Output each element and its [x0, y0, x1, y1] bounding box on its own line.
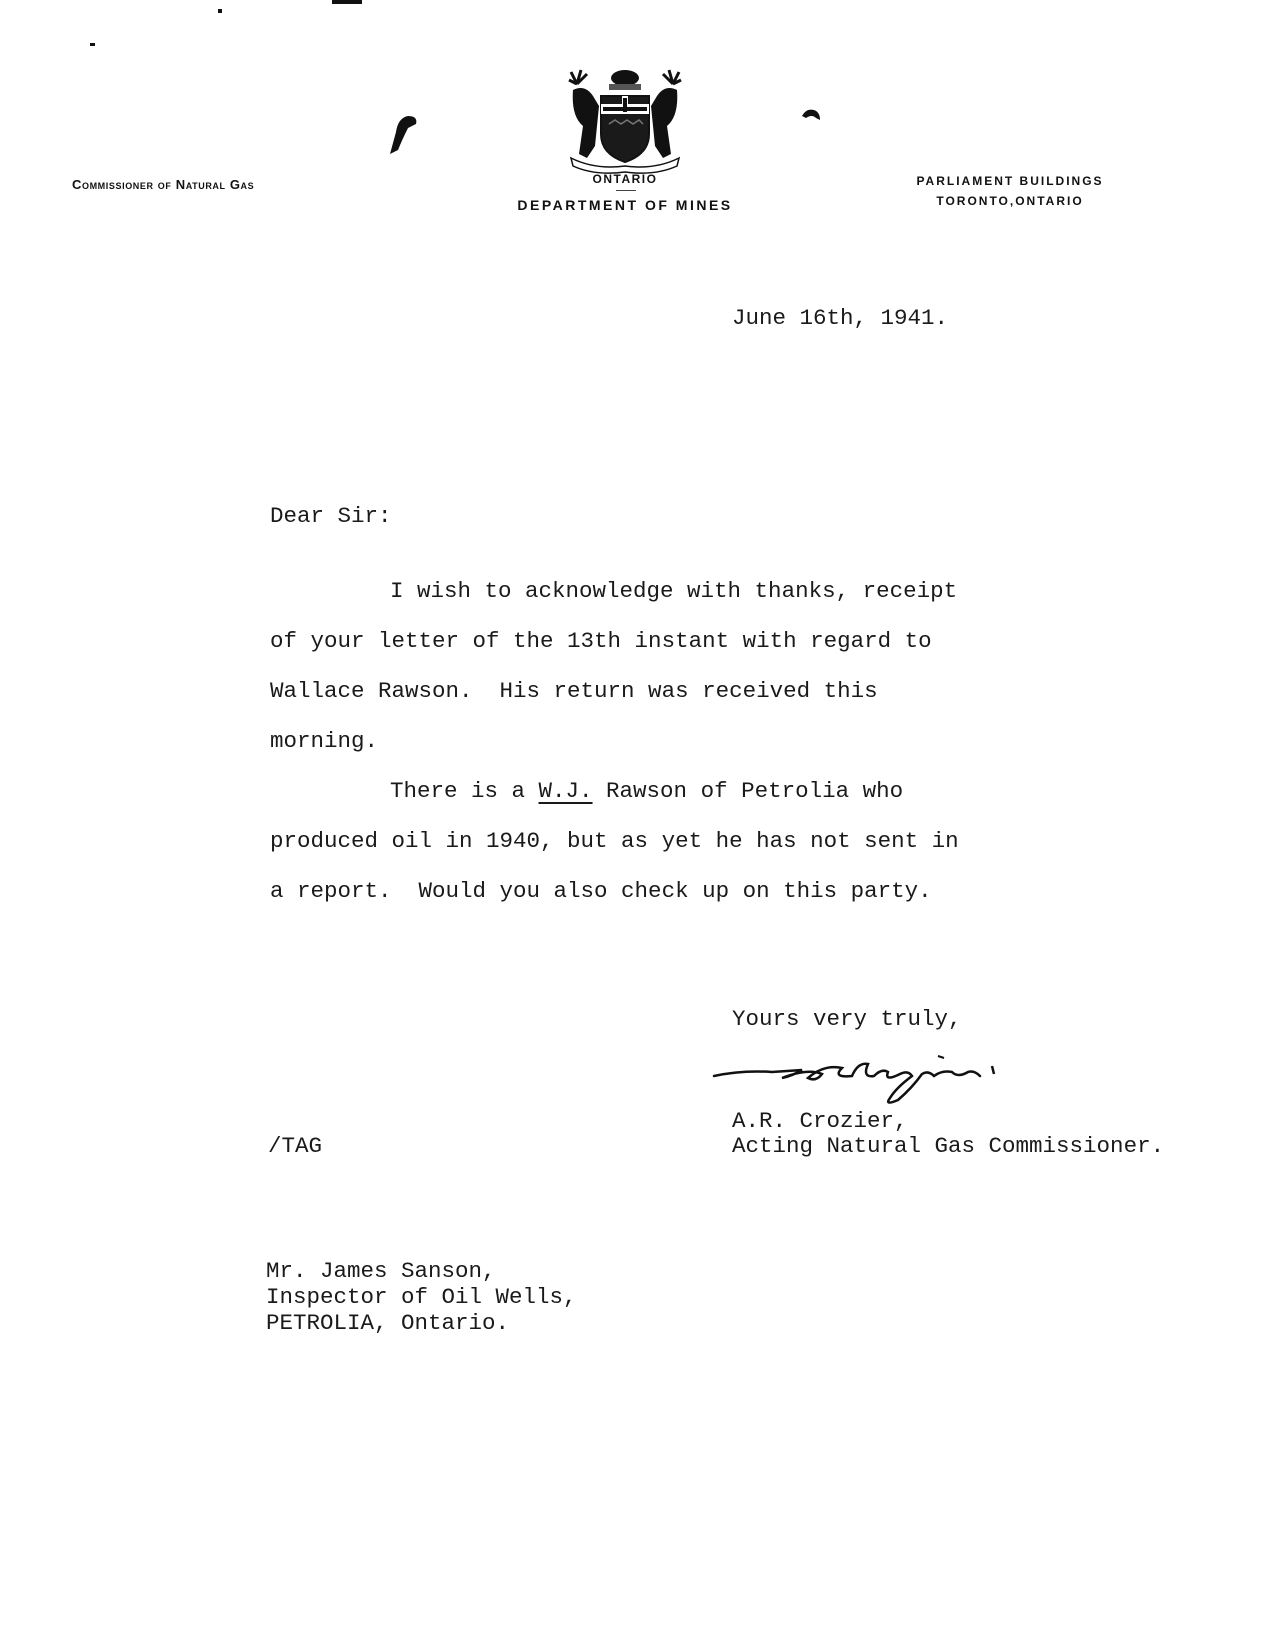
ontario-coat-of-arms — [565, 66, 685, 176]
address-line-1: PARLIAMENT BUILDINGS — [916, 174, 1104, 188]
recipient-line2: Inspector of Oil Wells, — [266, 1284, 577, 1310]
letterhead-address — [880, 171, 1140, 211]
paragraph2-line1 — [390, 778, 903, 804]
address-line-2: TORONTO,ONTARIO — [936, 194, 1084, 208]
paragraph1-line4: morning. — [270, 728, 379, 754]
paragraph2-text-before: There is a — [390, 778, 539, 804]
letterhead-commissioner: Commissioner of Natural Gas — [72, 177, 255, 192]
signer-title: Acting Natural Gas Commissioner. — [732, 1133, 1165, 1159]
paragraph1-line2: of your letter of the 13th instant with regard to — [270, 628, 932, 654]
scan-speck — [218, 9, 222, 13]
paragraph1-line1: I wish to acknowledge with thanks, receipt — [390, 578, 958, 604]
paragraph2-text-after: Rawson of Petrolia who — [592, 778, 904, 804]
recipient-line3: PETROLIA, Ontario. — [266, 1310, 510, 1336]
letterhead-department: DEPARTMENT OF MINES — [517, 197, 733, 213]
underlined-initials: W.J. — [538, 778, 593, 804]
recipient-line1: Mr. James Sanson, — [266, 1258, 496, 1284]
scan-speck — [90, 43, 95, 46]
signer-name: A.R. Crozier, — [732, 1108, 908, 1134]
closing: Yours very truly, — [732, 1006, 962, 1032]
letterhead-divider — [616, 190, 636, 191]
paragraph1-line3: Wallace Rawson. His return was received this — [270, 678, 878, 704]
paragraph2-line2: produced oil in 1940, but as yet he has not sent in — [270, 828, 959, 854]
salutation: Dear Sir: — [270, 503, 392, 529]
letter-date: June 16th, 1941. — [732, 305, 949, 331]
handwritten-signature — [712, 1048, 1032, 1108]
ink-blot-left — [382, 110, 422, 155]
letterhead-province: ONTARIO — [592, 172, 658, 186]
ink-blot-right — [800, 106, 822, 124]
scan-speck — [332, 0, 362, 4]
typist-initials: /TAG — [268, 1133, 323, 1159]
paragraph2-line3: a report. Would you also check up on this party. — [270, 878, 932, 904]
